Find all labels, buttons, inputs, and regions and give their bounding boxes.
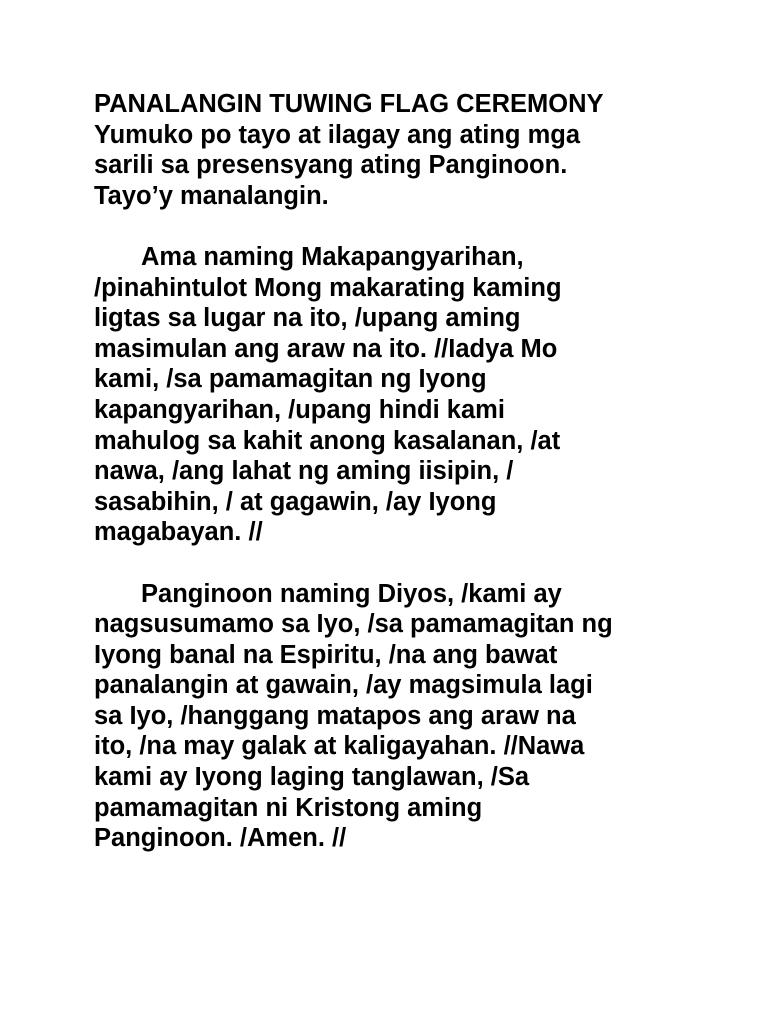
- paragraph1-line: /pinahintulot Mong makarating kaming: [94, 273, 562, 302]
- paragraph2-line: pamamagitan ni Kristong aming: [94, 793, 483, 822]
- paragraph-spacer: [94, 211, 694, 242]
- prayer-text: [94, 89, 694, 854]
- paragraph2-line: sa Iyo, /hanggang matapos ang araw na: [94, 701, 576, 730]
- paragraph1-line: kapangyarihan, /upang hindi kami: [94, 395, 505, 424]
- paragraph1-line: mahulog sa kahit anong kasalanan, /at: [94, 426, 561, 455]
- intro-line: Yumuko po tayo at ilagay ang ating mga: [94, 120, 581, 149]
- paragraph2-line: nagsusumamo sa Iyo, /sa pamamagitan ng: [94, 610, 613, 639]
- paragraph1-line: nawa, /ang lahat ng aming iisipin, /: [94, 457, 514, 486]
- paragraph2-line: Panginoon naming Diyos, /kami ay: [141, 579, 562, 608]
- paragraph1-line: Ama naming Makapangyarihan,: [141, 242, 524, 271]
- paragraph2-line: Panginoon. /Amen. //: [94, 824, 347, 853]
- paragraph2-line: ito, /na may galak at kaligayahan. //Nawa: [94, 732, 585, 761]
- paragraph-spacer: [94, 548, 694, 579]
- paragraph1-line: ligtas sa lugar na ito, /upang aming: [94, 304, 521, 333]
- paragraph1-line: masimulan ang araw na ito. //Iadya Mo: [94, 334, 558, 363]
- document-title: PANALANGIN TUWING FLAG CEREMONY: [94, 90, 604, 118]
- intro-line: Tayo’y manalangin.: [94, 181, 329, 210]
- intro-line: sarili sa presensyang ating Panginoon.: [94, 151, 568, 180]
- paragraph1-line: sasabihin, / at gagawin, /ay Iyong: [94, 487, 497, 516]
- paragraph1-line: magabayan. //: [94, 518, 263, 547]
- paragraph2-line: panalangin at gawain, /ay magsimula lagi: [94, 671, 593, 700]
- paragraph2-line: Iyong banal na Espiritu, /na ang bawat: [94, 640, 558, 669]
- paragraph2-line: kami ay Iyong laging tanglawan, /Sa: [94, 763, 530, 792]
- paragraph1-line: kami, /sa pamamagitan ng Iyong: [94, 365, 487, 394]
